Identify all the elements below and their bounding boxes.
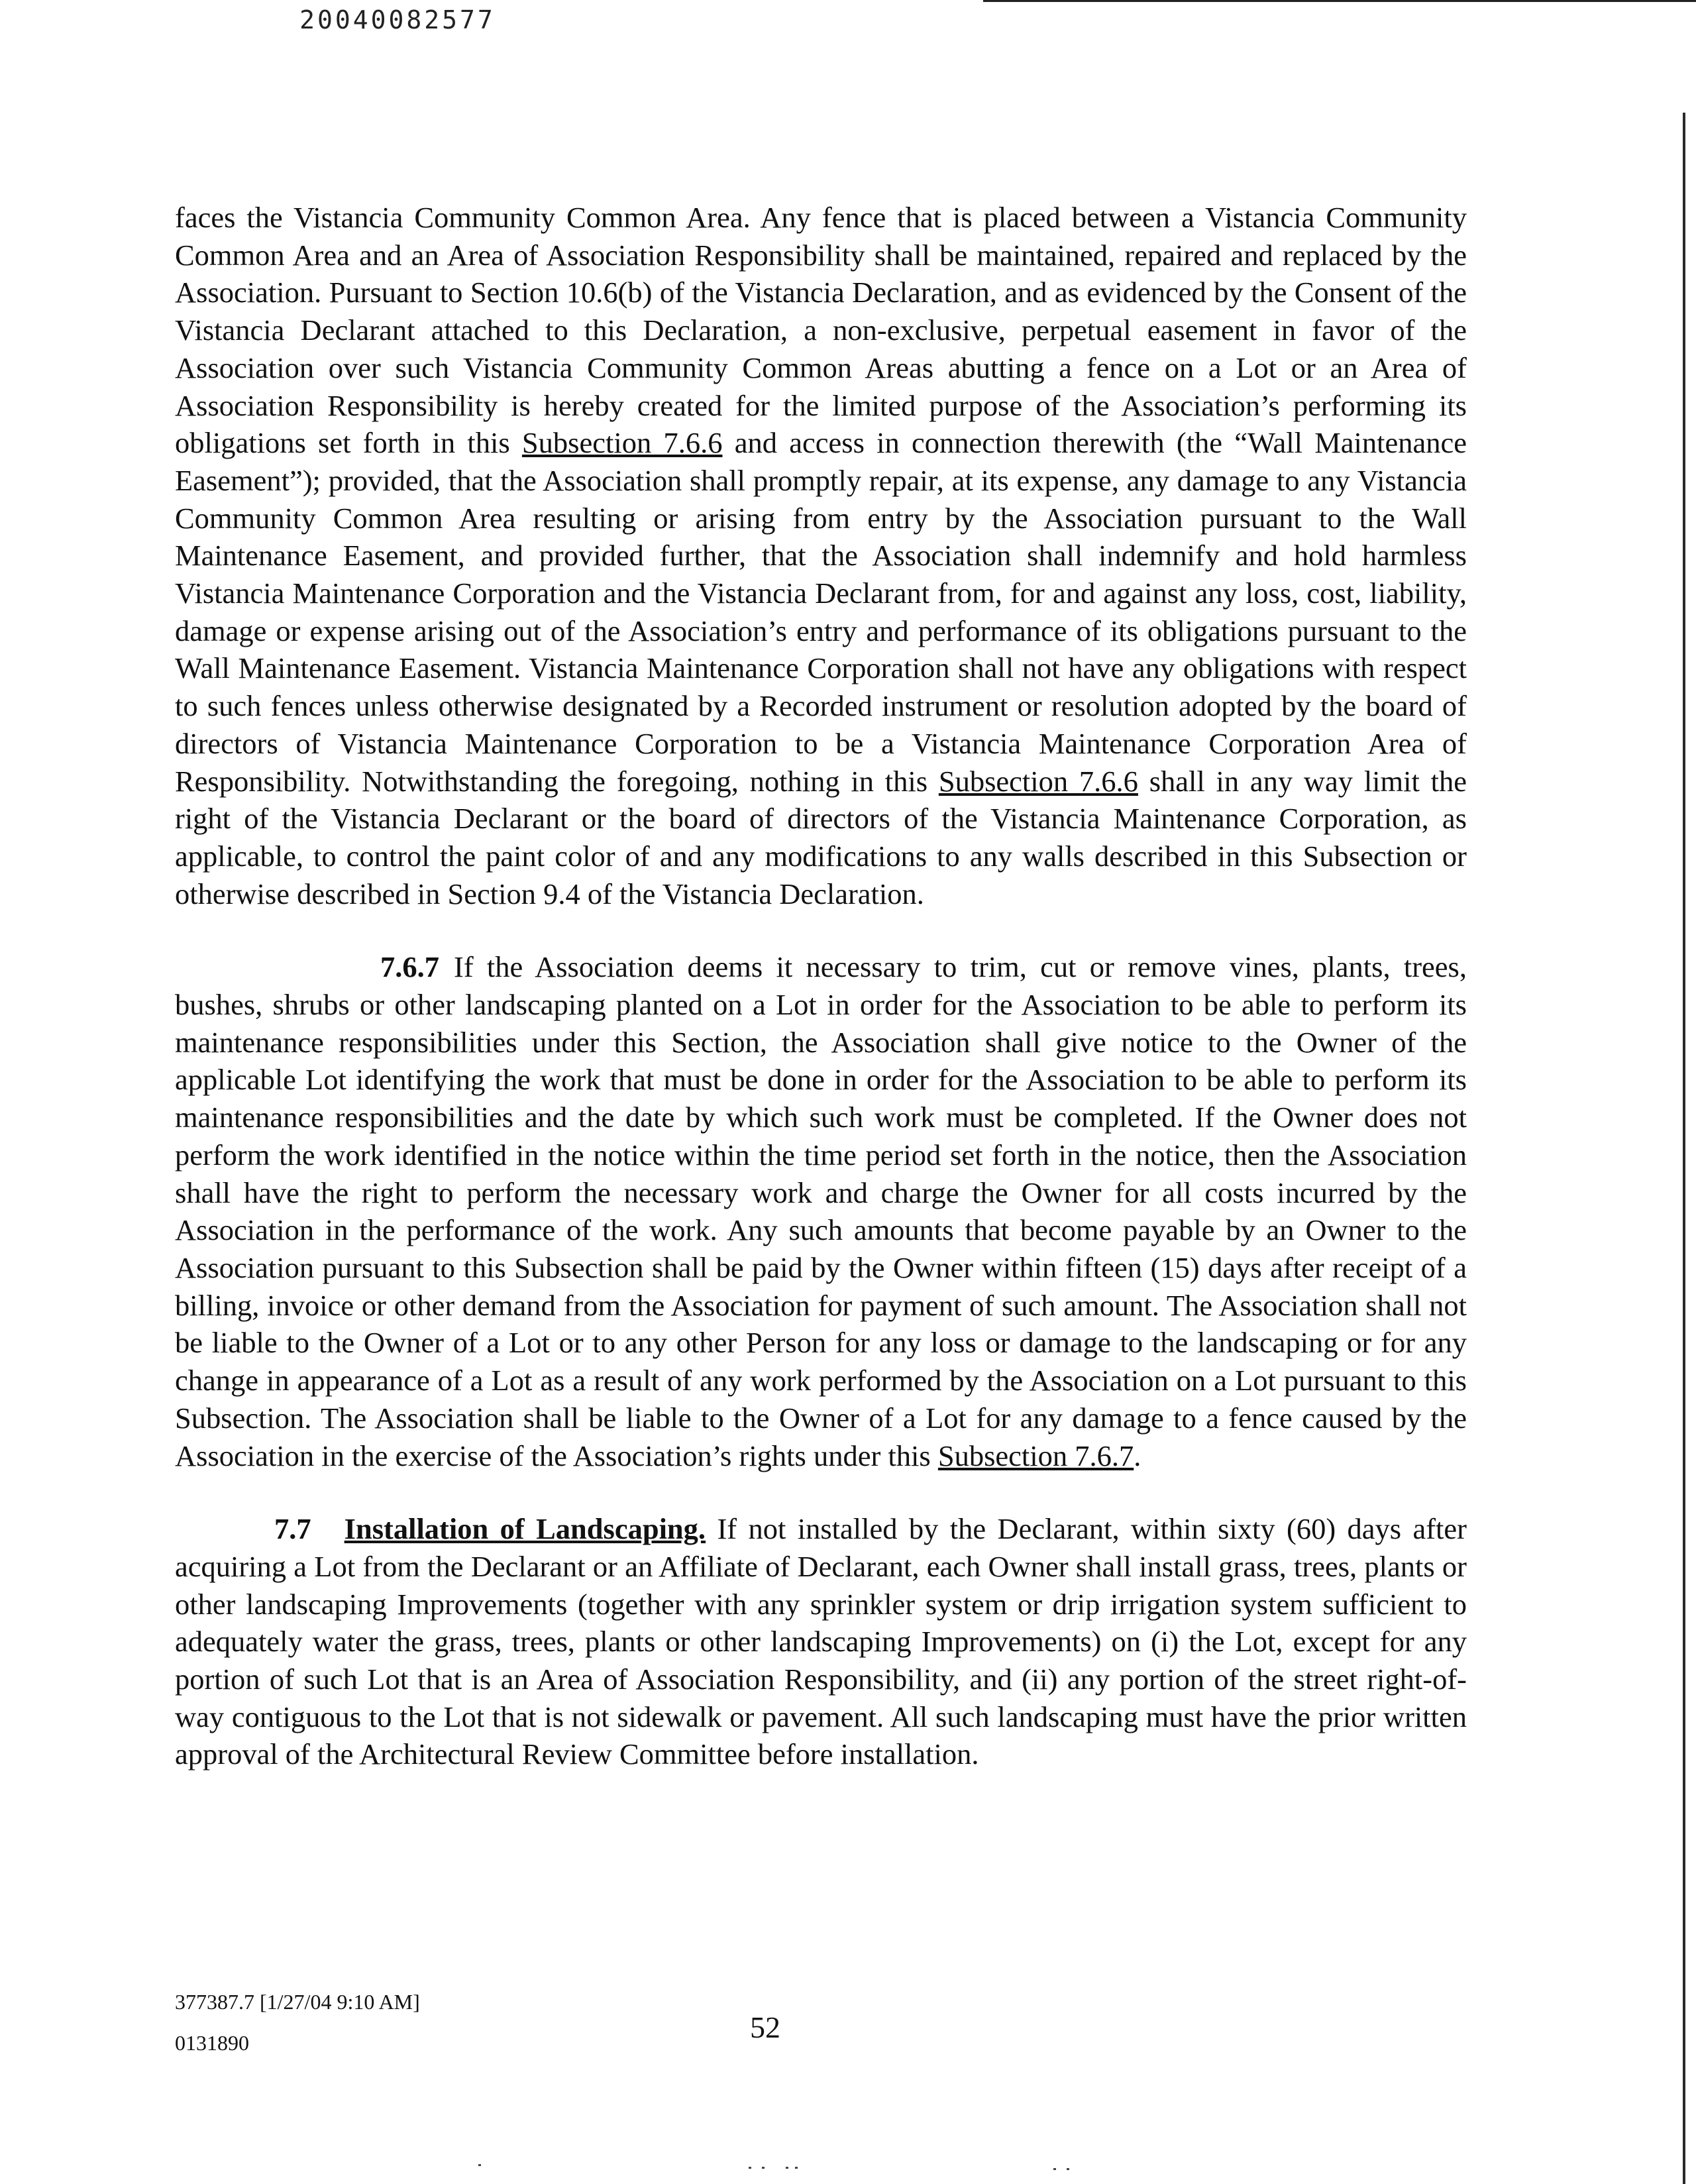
subsection-reference: Subsection 7.6.7	[937, 1439, 1134, 1472]
section-number: 7.6.7	[380, 950, 439, 984]
document-number: 20040082577	[299, 5, 496, 34]
footer-doc-id: 377387.7 [1/27/04 9:10 AM]	[175, 1990, 420, 2014]
subsection-reference: Subsection 7.6.6	[938, 764, 1138, 798]
paragraph-text: If not installed by the Declarant, within sixty (60) days after acquiring a Lot from the Declarant or an Affiliate of Declarant, each Owner shall install grass, trees, plants or other landscaping Improvements (together with any sprinkler system or drip irrigation system sufficient to adequately water the grass, trees, plants or other landscaping Improvements) on (i) the Lot, except for any portion of such Lot that is an Area of Association Responsibility, and (ii) any portion of the street right-of-way contiguous to the Lot that is not sidewalk or pavement. All such landscaping must have the prior written approval of the Architectural Review Committee before installation.	[175, 1512, 1467, 1771]
top-rule-line	[983, 0, 1696, 2]
section-number: 7.7	[274, 1512, 311, 1546]
page-number: 52	[750, 2010, 780, 2044]
paragraph-text: shall in any way limit the right of the Vistancia Declarant or the board of directors of the Vistancia Maintenance Corporation, as applicable, to control the paint color of and any modifications to any walls described in this Subsection or otherwise described in Section 9.4 of the Vistancia Declaration.	[175, 764, 1467, 910]
footer-client-number: 0131890	[175, 2031, 249, 2055]
subsection-reference: Subsection 7.6.6	[521, 426, 723, 460]
paragraph-text: .	[1134, 1439, 1141, 1472]
paragraph-text: and access in connection therewith (the “Wall Maintenance Easement”); provided, that the Association shall promptly repair, at its expense, any damage to any Vistancia Community Common Area resulting or arising from entry by the Association pursuant to the Wall Maintenance Easement, and provided further, that the Association shall indemnify and hold harmless Vistancia Maintenance Corporation and the Vistancia Declarant from, for and against any loss, cost, liability, damage or expense arising out of the Association’s entry and performance of its obligations pursuant to the Wall Maintenance Easement. Vistancia Maintenance Corporation shall not have any obligations with respect to such fences unless otherwise designated by a Recorded instrument or resolution adopted by the board of directors of Vistancia Maintenance Corporation to be a Vistancia Maintenance Corporation Area of Responsibility. Notwithstanding the foregoing, nothing in this	[175, 426, 1467, 798]
page-body	[175, 199, 1467, 1773]
scan-artifacts	[0, 2161, 1696, 2175]
paragraph-text: faces the Vistancia Community Common Area. Any fence that is placed between a Vistancia Community Common Area and an Area of Association Responsibility shall be maintained, repaired and replaced by the Association. Pursuant to Section 10.6(b) of the Vistancia Declaration, and as evidenced by the Consent of the Vistancia Declarant attached to this Declaration, a non-exclusive, perpetual easement in favor of the Association over such Vistancia Community Common Areas abutting a fence on a Lot or an Area of Association Responsibility is hereby created for the limited purpose of the Association’s performing its obligations set forth in this	[175, 201, 1467, 460]
paragraph-7-6-7	[175, 948, 1467, 1474]
paragraph-wall-maintenance	[175, 199, 1467, 912]
right-margin-line	[1683, 113, 1685, 2184]
paragraph-text: If the Association deems it necessary to trim, cut or remove vines, plants, trees, bushes, shrubs or other landscaping planted on a Lot in order for the Association to be able to perform its maintenance responsibilities under this Section, the Association shall give notice to the Owner of the applicable Lot identifying the work that must be done in order for the Association to be able to perform its maintenance responsibilities and the date by which such work must be completed. If the Owner does not perform the work identified in the notice within the time period set forth in the notice, then the Association shall have the right to perform the necessary work and charge the Owner for all costs incurred by the Association in the performance of the work. Any such amounts that become payable by an Owner to the Association pursuant to this Subsection shall be paid by the Owner within fifteen (15) days after receipt of a billing, invoice or other demand from the Association for payment of such amount. The Association shall not be liable to the Owner of a Lot or to any other Person for any loss or damage to the landscaping or for any change in appearance of a Lot as a result of any work performed by the Association on a Lot pursuant to this Subsection. The Association shall be liable to the Owner of a Lot for any damage to a fence caused by the Association in the exercise of the Association’s rights under this	[175, 950, 1467, 1472]
section-heading: Installation of Landscaping.	[344, 1512, 706, 1546]
paragraph-7-7	[175, 1510, 1467, 1773]
footer-document-info	[175, 1981, 420, 2063]
